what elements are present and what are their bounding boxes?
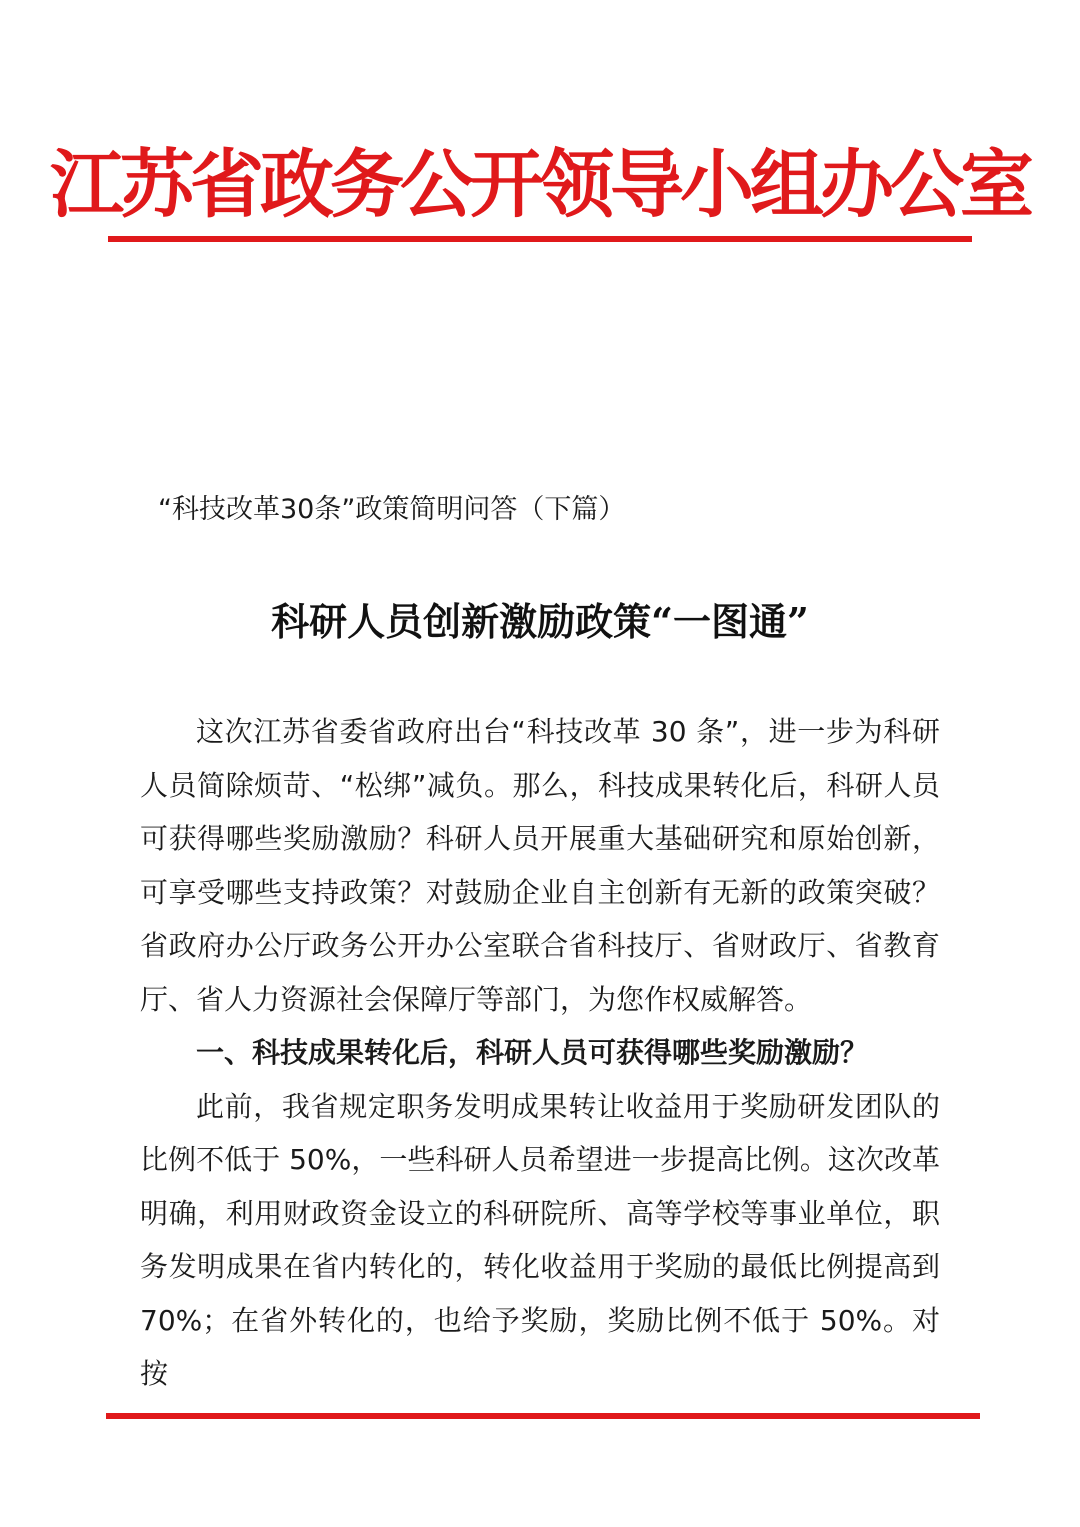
intro-paragraph: 这次江苏省委省政府出台“科技改革 30 条”，进一步为科研人员简除烦苛、“松绑”减负。那么，科技成果转化后，科研人员可获得哪些奖励激励？科研人员开展重大基础研究和原始创新，可享受哪些支持政策？对鼓励企业自主创新有无新的政策突破？省政府办公厅政务公开办公室联合省科技厅、省财政厅、省教育厅、省人力资源社会保障厅等部门，为您作权威解答。 [140,715,940,1016]
masthead-title: 江苏省政务公开领导小组办公室 [50,142,1030,228]
section-heading-1: 一、科技成果转化后，科研人员可获得哪些奖励激励？ [196,1036,869,1069]
document-title: 科研人员创新激励政策“一图通” [271,599,809,644]
footer-divider [106,1413,980,1419]
masthead-divider [108,236,972,242]
document-subtitle: “科技改革30条”政策简明问答（下篇） [158,494,626,525]
section-paragraph-1: 此前，我省规定职务发明成果转让收益用于奖励研发团队的比例不低于 50%，一些科研人员希望进一步提高比例。这次改革明确，利用财政资金设立的科研院所、高等学校等事业单位，职务发明成果在省内转化的，转化收益用于奖励的最低比例提高到 70%；在省外转化的，也给予奖励，奖励比例不低于 50%。对按 [140,1089,940,1390]
document-body [140,705,940,1401]
